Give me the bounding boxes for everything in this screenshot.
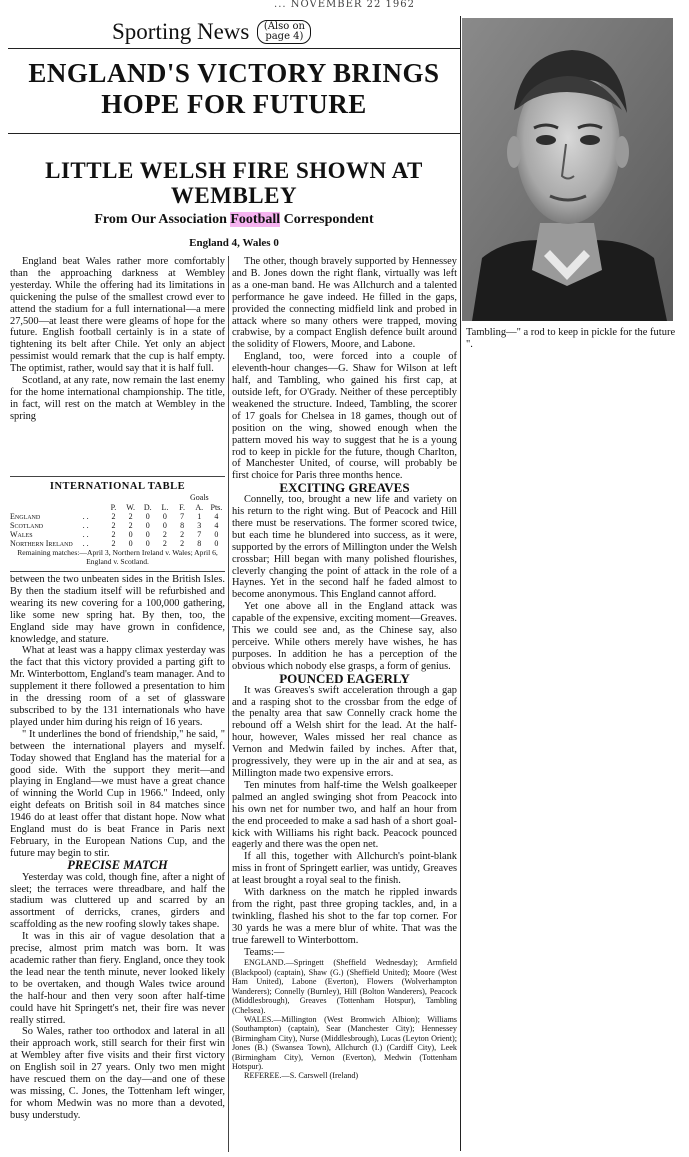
remaining-matches: Remaining matches:—April 3, Northern Ireland v. Wales; April 6, England v. Scotland. bbox=[17, 548, 218, 566]
main-headline: ENGLAND'S VICTORY BRINGS HOPE FOR FUTURE bbox=[28, 58, 440, 119]
photo-caption: Tambling—" a rod to keep in pickle for the future ". bbox=[466, 327, 676, 350]
standings-table bbox=[10, 503, 225, 548]
byline-highlight: Football bbox=[230, 212, 281, 227]
cell: 4 bbox=[214, 521, 219, 530]
byline-post: Correspondent bbox=[280, 212, 374, 227]
paragraph: England beat Wales rather more comfortably than the approaching darkness at Wembley yesterday. While the offering had its limitations in quickening the pulse of the smallest crowd ever to attend the stadium for a full international—a mere 27,500—at least there were gleams of hope for the future. English football certainly is in a state of tightening its belt after Chile. Yet only an abject pessimist would remark that the cup is half empty. The optimist, rather, would say that it is half full. bbox=[10, 256, 225, 375]
cell: 2 bbox=[180, 530, 185, 539]
cell: 2 bbox=[128, 512, 133, 521]
paragraph: So Wales, rather too orthodox and lateral in all their approach work, still search for their first win at Wembley after five visits and their first victory on English soil in 27 years. Only two men might have rescued them on the day—and one of these was missing, C. Jones, the Tottenham left winger, for whom Medwin was no more than a devoted, busy understudy. bbox=[10, 1026, 225, 1121]
cell: 2 bbox=[162, 539, 167, 548]
paragraph: Teams:— bbox=[244, 946, 285, 958]
cell: 0 bbox=[145, 512, 150, 521]
headline-rule bbox=[8, 133, 460, 134]
team-name: Wales bbox=[10, 530, 33, 539]
section-header bbox=[112, 14, 352, 50]
leader-dots: . . bbox=[82, 512, 89, 521]
paragraph: Scotland, at any rate, now remain the last enemy for the home international championship. The title, in fact, will rest on the match at Wembley in the spring bbox=[10, 375, 225, 422]
col-header: L. bbox=[161, 503, 169, 512]
header-rule bbox=[8, 48, 460, 49]
subheading: PRECISE MATCH bbox=[67, 857, 168, 872]
match-score: England 4, Wales 0 bbox=[189, 237, 279, 249]
cell: 0 bbox=[214, 539, 219, 548]
paragraph: Connelly, too, brought a new life and variety on his return to the right wing. But of Peacock and Hill there must be reservations. The former scored twice, but each time he blundered into success, as it were, supported by the errors of Millington under the Welsh crossbar; Hill began with many polished flourishes, cleverly changing the point of attack in the role of a Haynes. Yet in the second half he faded almost to become anonymous. This England cannot afford. bbox=[232, 494, 457, 601]
cell: 0 bbox=[145, 521, 150, 530]
paragraph: " It underlines the bond of friendship," he said, " between the international players and myself. Today showed that England has the material for a good side. With the support they merit—and playing in England—we must have a great chance of winning the World Cup in 1966." Indeed, only eight defeats on British soil in 84 matches since 1946 do at least offer that distant hope. Now what England must do is beat France in Paris next February, in the European Nations Cup, and the future may begin to stir. bbox=[10, 728, 225, 859]
paragraph: If all this, together with Allchurch's point-blank miss in front of Springett earlier, was untidy, Greaves at least brought a royal seal to the finish. bbox=[232, 851, 457, 887]
cell: 0 bbox=[145, 539, 150, 548]
col-header: Pts. bbox=[210, 503, 223, 512]
paragraph: It was Greaves's swift acceleration through a gap and a rasping shot to the crossbar from the edge of the penalty area that saw Connelly crack home the rebound off a Welsh shirt for the lead. At the half-hour, however, Wales missed her real chance as Vernon and Medwin failed by inches. After that, progressively, they were up in the air and at sea, as Millington made two expensive errors. bbox=[232, 684, 457, 779]
also-on-page-badge: (Also on page 4) bbox=[257, 20, 311, 44]
col-header: D. bbox=[143, 503, 152, 512]
cell: 7 bbox=[197, 530, 202, 539]
goals-label: Goals bbox=[190, 493, 209, 502]
table-row bbox=[10, 512, 225, 521]
paragraph: With darkness on the match he rippled inwards from the right, past three groping tackles, and, in a twinkling, flashed his shot to the far top corner. For 30 yards he was a mere blur of white. That was the true farewell to Winterbottom. bbox=[232, 887, 457, 946]
subheading: POUNCED EAGERLY bbox=[279, 670, 410, 686]
team-name: England bbox=[10, 512, 41, 521]
article-column-2 bbox=[232, 256, 457, 1152]
international-table bbox=[10, 476, 225, 572]
cell: 2 bbox=[111, 512, 116, 521]
team-name: Scotland bbox=[10, 521, 44, 530]
col-header: W. bbox=[126, 503, 136, 512]
col-header: A. bbox=[195, 503, 204, 512]
table-row bbox=[10, 539, 225, 548]
cell: 3 bbox=[197, 521, 202, 530]
leader-dots: . . bbox=[82, 539, 89, 548]
cell: 0 bbox=[145, 530, 150, 539]
cell: 0 bbox=[214, 530, 219, 539]
paragraph: Yet one above all in the England attack was capable of the expensive, exciting moment—Greaves. This we could see and, as the Chinese say, also perceive. While others merely have wishes, he has purposes. In addition he has a perception of the obvious which nobody else grasps, a form of genius. bbox=[232, 601, 457, 672]
cell: 0 bbox=[128, 530, 133, 539]
table-title: INTERNATIONAL TABLE bbox=[49, 481, 186, 492]
article-column-1-bottom bbox=[10, 574, 225, 1152]
cell: 1 bbox=[197, 512, 202, 521]
team-name: Northern Ireland bbox=[10, 539, 73, 548]
cell: 2 bbox=[111, 521, 116, 530]
paragraph: between the two unbeaten sides in the British Isles. By then the stadium itself will be refurbished and wearing its new covering for a 100,000 gathering, like some new spring hat. By then, too, the England side may have grown in confidence, knowledge, and stature. bbox=[10, 574, 225, 645]
article-column-1-top bbox=[10, 256, 225, 471]
cell: 2 bbox=[128, 521, 133, 530]
cell: 8 bbox=[180, 521, 185, 530]
paragraph: What at least was a happy climax yesterday was the fact that this victory provided a parting gift to Mr. Winterbottom, England's team manager. And to supplement it there followed a presentation to him in the dressing room of a set of glassware subscribed to by the 131 internationals who have played under him during his reign of 16 years. bbox=[10, 645, 225, 728]
paragraph: Yesterday was cold, though fine, after a night of sleet; the terraces were threadbare, and half the stadium was cluttered up and scarred by an assortment of derricks, cranes, girders and scaffolding as the new roofing slowly takes shape. bbox=[10, 871, 225, 931]
text-column-rule bbox=[228, 256, 229, 1152]
cell: 7 bbox=[180, 512, 185, 521]
sub-headline: LITTLE WELSH FIRE SHOWN AT WEMBLEY bbox=[45, 158, 423, 208]
table-row bbox=[10, 530, 225, 539]
section-title: Sporting News bbox=[112, 19, 250, 44]
subheading: EXCITING GREAVES bbox=[279, 480, 410, 496]
masthead-date: ... NOVEMBER 22 1962 bbox=[274, 0, 415, 10]
cell: 2 bbox=[162, 530, 167, 539]
leader-dots: . . bbox=[82, 521, 89, 530]
paragraph: The other, though bravely supported by Hennessey and B. Jones down the right flank, virtually was left as a one-man band. He was Allchurch and a talented performance he gave indeed. He filled in the gaps, provided the connecting midfield link and probed in attack where so many others were trapped, moving crabwise, by a compact English defence built around the solidity of Flowers, Moore, and Labone. bbox=[232, 256, 457, 351]
cell: 0 bbox=[128, 539, 133, 548]
cell: 2 bbox=[111, 530, 116, 539]
byline-pre: From Our Association bbox=[94, 212, 231, 227]
cell: 2 bbox=[111, 539, 116, 548]
byline bbox=[10, 212, 458, 228]
column-divider bbox=[460, 16, 461, 1151]
cell: 8 bbox=[197, 539, 202, 548]
referee-line: REFEREE.—S. Carswell (Ireland) bbox=[244, 1071, 359, 1081]
paragraph: Ten minutes from half-time the Welsh goalkeeper palmed an angled swinging shot from Peacock into his own net for number two, and half an hour from the end proceeded to make a sad hash of a short goal-kick with Williams his right back. Peacock pounced eagerly and there was the open net. bbox=[232, 779, 457, 851]
table-row bbox=[10, 521, 225, 530]
col-header: F. bbox=[179, 503, 185, 512]
team-line: WALES.—Millington (West Bromwich Albion); Williams (Southampton) (captain), Sear (Manchester City); Hennessey (Birmingham City), Nurse (Middlesbrough), Lucas (Leyton Orient); Jones (B.) (Swansea Town), Allchurch (I.) (Cardiff City), Leek (Birmingham City), Vernon (Everton), Medwin (Tottenham Hotspur). bbox=[232, 1014, 457, 1071]
cell: 0 bbox=[162, 512, 167, 521]
leader-dots: . . bbox=[82, 530, 89, 539]
cell: 0 bbox=[162, 521, 167, 530]
team-line: ENGLAND.—Springett (Sheffield Wednesday); Armfield (Blackpool) (captain), Shaw (G.) (Sheffield United); Moore (West Ham United), Labone (Everton), Flowers (Wolverhampton Wanderers); Connelly (Burnley), Hill (Bolton Wanderers), Peacock (Middlesbrough), Greaves (Tottenham Hotspur), Tambling (Chelsea). bbox=[232, 958, 457, 1015]
paragraph: It was in this air of vague desolation that a precise, almost prim match was born. It was academic rather than fiery. England, once they took the lead near the tenth minute, never looked likely to be overtaken, and though Wales twice around the half-hour and then very soon after half-time could have hit Springett's net, their fire was never really stirred. bbox=[10, 931, 225, 1026]
table-header-row bbox=[10, 503, 225, 512]
cell: 2 bbox=[180, 539, 185, 548]
paragraph: England, too, were forced into a couple of eleventh-hour changes—G. Shaw for Wilson at left half, and Tambling, who gained his first cap, at outside left, for O'Grady. Neither of these perceptibly weakened the structure. Indeed, Tambling, the scorer of 17 goals for Chelsea in 18 games, though out of position on the wing, showed enough when the pattern moved his way to suggest that he is a young rod to keep in pickle for the future, though Charlton, of Manchester United, of course, will probably be first choice for Paris three months hence. bbox=[232, 351, 457, 482]
player-photo bbox=[462, 18, 673, 321]
cell: 4 bbox=[214, 512, 219, 521]
col-header: P. bbox=[110, 503, 117, 512]
